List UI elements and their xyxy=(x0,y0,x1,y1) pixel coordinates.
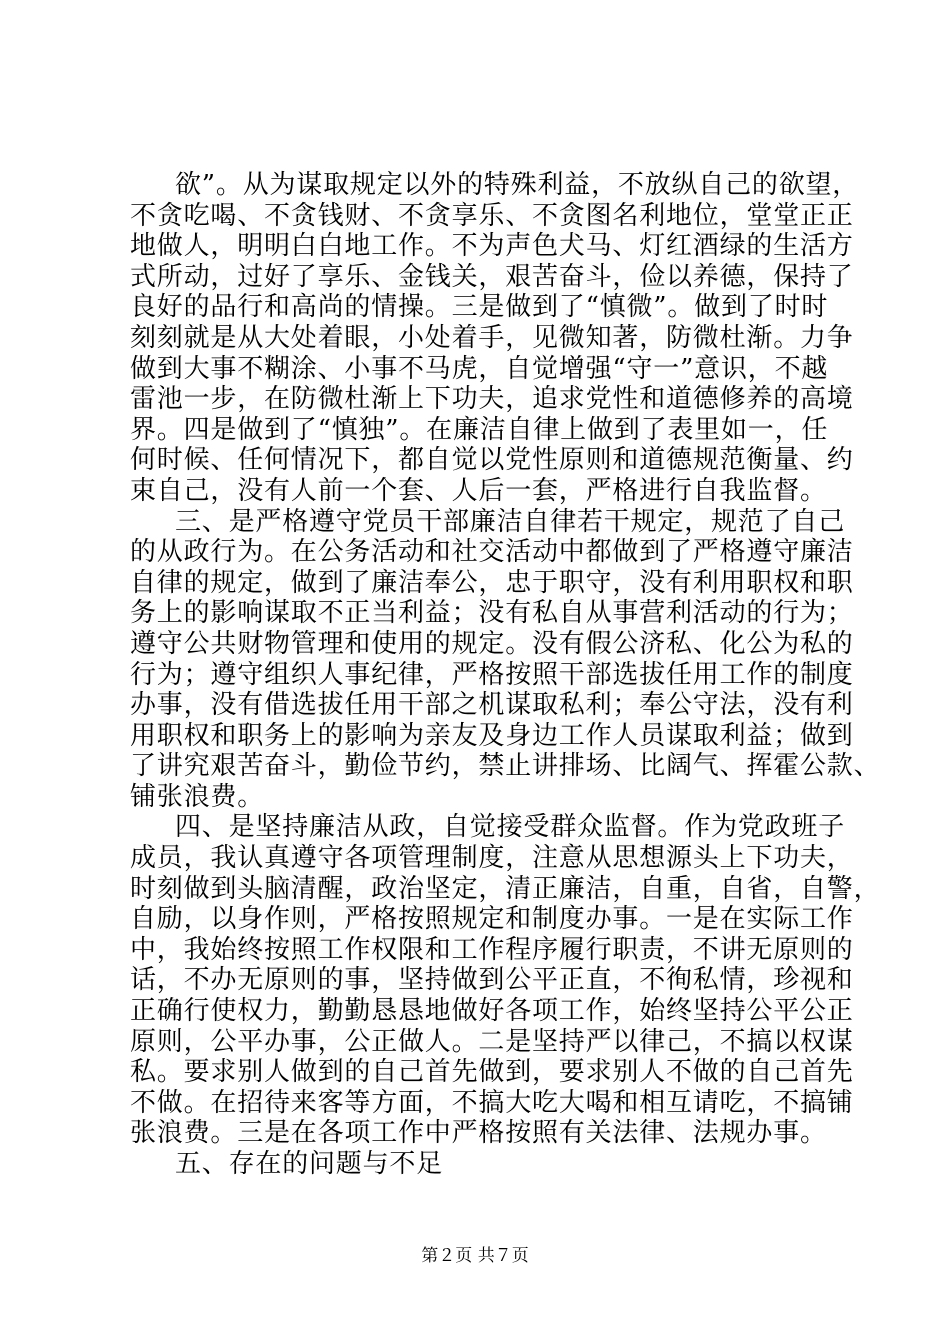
text-line: 式所动，过好了享乐、金钱关，艰苦奋斗，俭以养德，保持了 xyxy=(130,261,854,292)
text-line: 办事，没有借选拔任用干部之机谋取私利；奉公守法，没有利 xyxy=(130,690,854,721)
page-number-footer: 第２页 共７页 xyxy=(421,1246,529,1266)
text-line: 何时候、任何情况下，都自觉以党性原则和道德规范衡量、约 xyxy=(130,445,854,476)
text-line: 中，我始终按照工作权限和工作程序履行职责，不讲无原则的 xyxy=(130,934,854,965)
section-heading-four: 四、是坚持廉洁从政，自觉接受群众监督。作为党政班子 xyxy=(175,812,846,843)
text-line: 务上的影响谋取不正当利益；没有私自从事营利活动的行为； xyxy=(130,598,854,629)
text-line: 不贪吃喝、不贪钱财、不贪享乐、不贪图名利地位，堂堂正正 xyxy=(130,200,854,231)
text-line: 话，不办无原则的事，坚持做到公平正直，不徇私情，珍视和 xyxy=(130,965,854,996)
text-line: 的从政行为。在公务活动和社交活动中都做到了严格遵守廉洁 xyxy=(130,537,854,568)
text-line: 做到大事不糊涂、小事不马虎，自觉增强“守一”意识，不越 xyxy=(130,353,829,384)
text-line: 自励，以身作则，严格按照规定和制度办事。一是在实际工作 xyxy=(130,904,854,935)
text-line: 成员，我认真遵守各项管理制度，注意从思想源头上下功夫， xyxy=(130,843,854,874)
text-line: 束自己，没有人前一个套、人后一套，严格进行自我监督。 xyxy=(130,475,827,506)
document-body xyxy=(130,170,881,1180)
text-line: 刻刻就是从大处着眼，小处着手，见微知著，防微杜渐。力争 xyxy=(130,322,854,353)
text-line: 地做人，明明白白地工作。不为声色犬马、灯红酒绿的生活方 xyxy=(130,231,854,262)
text-line: 行为；遵守组织人事纪律，严格按照干部选拔任用工作的制度 xyxy=(130,659,854,690)
text-line: 用职权和职务上的影响为亲友及身边工作人员谋取利益；做到 xyxy=(130,720,854,751)
section-heading-five: 五、存在的问题与不足 xyxy=(175,1149,444,1179)
text-line: 遵守公共财物管理和使用的规定。没有假公济私、化公为私的 xyxy=(130,628,854,659)
text-line: 私。要求别人做到的自己首先做到，要求别人不做的自己首先 xyxy=(130,1057,854,1088)
text-line: 良好的品行和高尚的情操。三是做到了“慎微”。做到了时时 xyxy=(130,292,829,323)
text-line: 自律的规定，做到了廉洁奉公，忠于职守，没有利用职权和职 xyxy=(130,567,854,598)
text-line: 时刻做到头脑清醒，政治坚定，清正廉洁，自重，自省，自警， xyxy=(130,873,881,904)
text-line: 不做。在招待来客等方面，不搞大吃大喝和相互请吃，不搞铺 xyxy=(130,1087,854,1118)
text-line: 了讲究艰苦奋斗，勤俭节约，禁止讲排场、比阔气、挥霍公款、 xyxy=(130,751,881,782)
text-line: 雷池一步，在防微杜渐上下功夫，追求党性和道德修养的高境 xyxy=(130,384,854,415)
section-heading-three: 三、是严格遵守党员干部廉洁自律若干规定，规范了自己 xyxy=(175,506,846,537)
text-line: 正确行使权力，勤勤恳恳地做好各项工作，始终坚持公平公正 xyxy=(130,996,854,1027)
text-line: 铺张浪费。 xyxy=(130,781,265,812)
text-line: 欲”。从为谋取规定以外的特殊利益，不放纵自己的欲望， xyxy=(175,170,860,200)
text-line: 张浪费。三是在各项工作中严格按照有关法律、法规办事。 xyxy=(130,1118,827,1149)
text-line: 界。四是做到了“慎独”。在廉洁自律上做到了表里如一，任 xyxy=(130,414,829,445)
text-line: 原则，公平办事，公正做人。二是坚持严以律己，不搞以权谋 xyxy=(130,1026,854,1057)
